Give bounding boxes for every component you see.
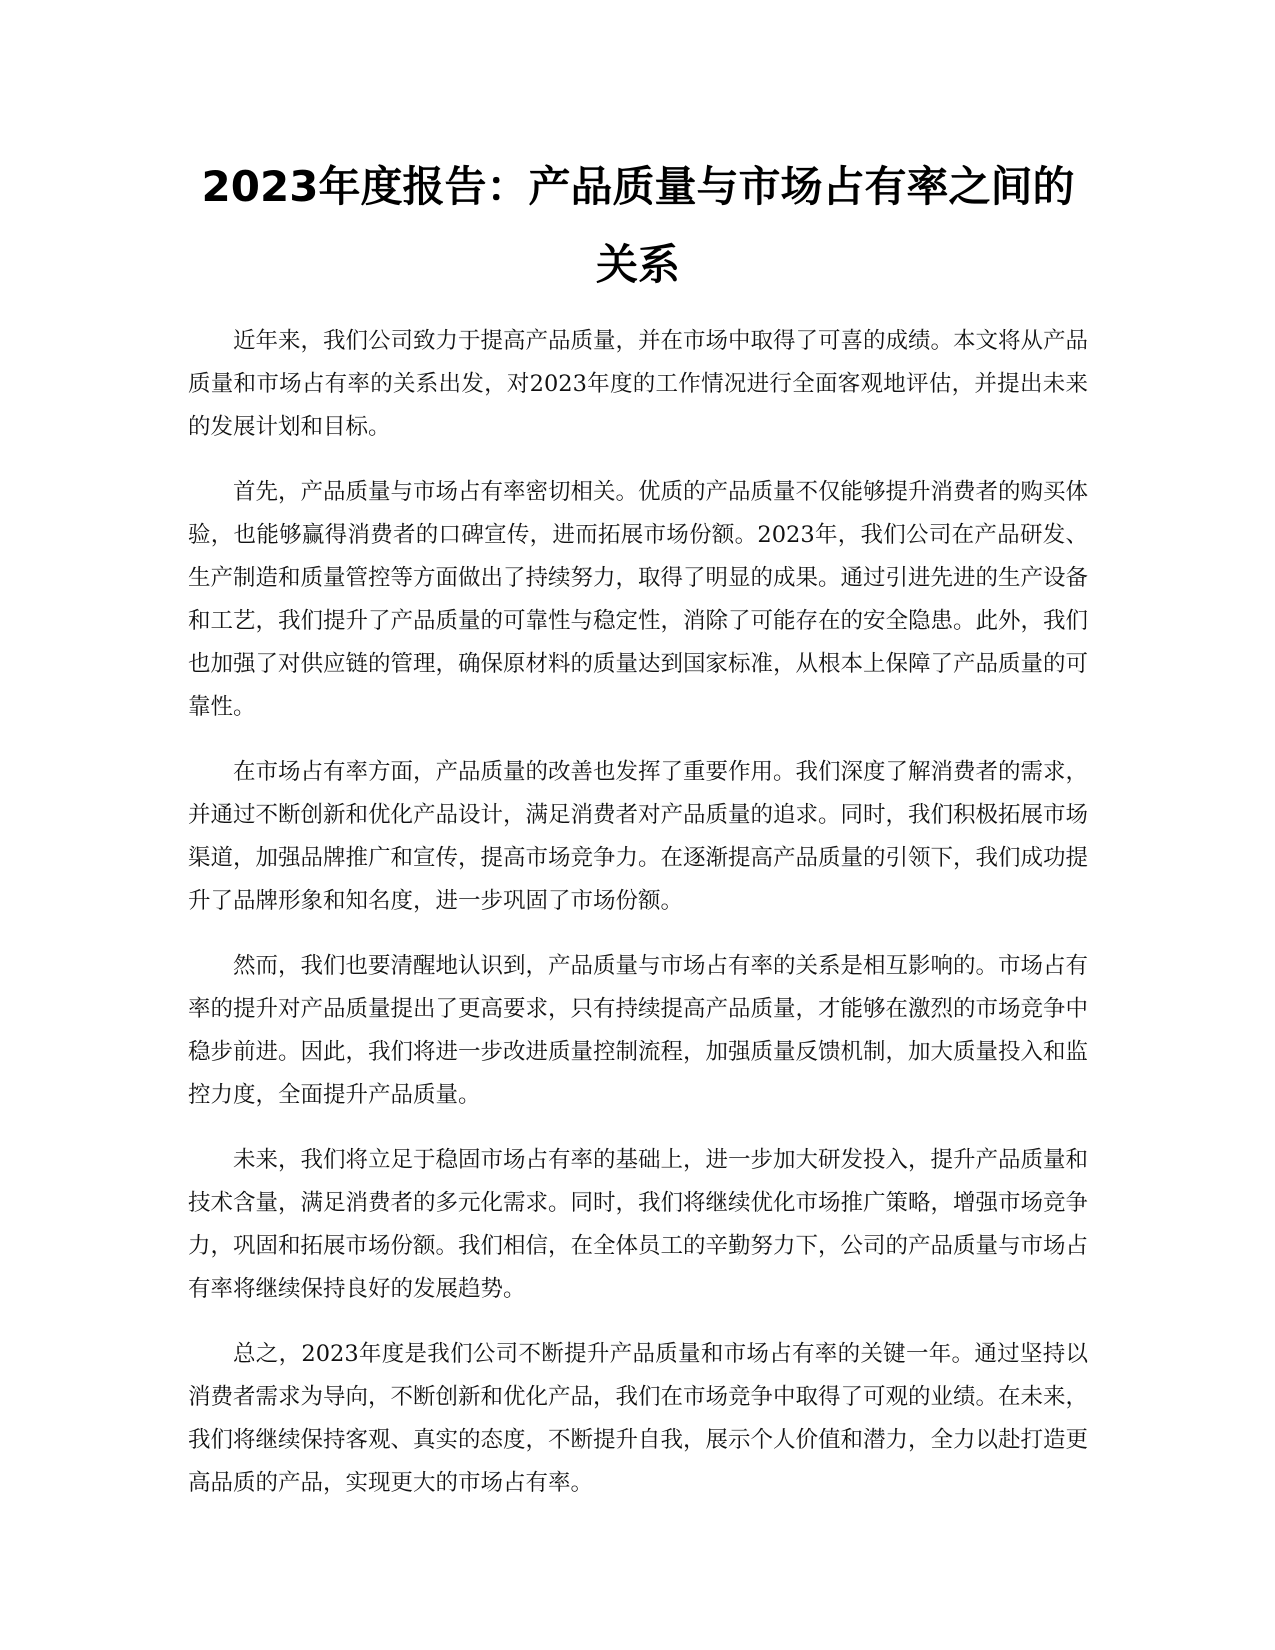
paragraph-conclusion: 总之，2023年度是我们公司不断提升产品质量和市场占有率的关键一年。通过坚持以消费者需求为导向，不断创新和优化产品，我们在市场竞争中取得了可观的业绩。在未来，我们将继续保持客观、真实的态度，不断提升自我，展示个人价值和潜力，全力以赴打造更高品质的产品，实现更大的市场占有率。 xyxy=(188,1341,1089,1496)
paragraph-mutual-influence: 然而，我们也要清醒地认识到，产品质量与市场占有率的关系是相互影响的。市场占有率的提升对产品质量提出了更高要求，只有持续提高产品质量，才能够在激烈的市场竞争中稳步前进。因此，我们将进一步改进质量控制流程，加强质量反馈机制，加大质量投入和监控力度，全面提升产品质量。 xyxy=(188,953,1089,1108)
paragraph-quality: 首先，产品质量与市场占有率密切相关。优质的产品质量不仅能够提升消费者的购买体验，也能够赢得消费者的口碑宣传，进而拓展市场份额。2023年，我们公司在产品研发、生产制造和质量管控等方面做出了持续努力，取得了明显的成果。通过引进先进的生产设备和工艺，我们提升了产品质量的可靠性与稳定性，消除了可能存在的安全隐患。此外，我们也加强了对供应链的管理，确保原材料的质量达到国家标准，从根本上保障了产品质量的可靠性。 xyxy=(188,479,1089,720)
paragraph-market-share: 在市场占有率方面，产品质量的改善也发挥了重要作用。我们深度了解消费者的需求，并通过不断创新和优化产品设计，满足消费者对产品质量的追求。同时，我们积极拓展市场渠道，加强品牌推广和宣传，提高市场竞争力。在逐渐提高产品质量的引领下，我们成功提升了品牌形象和知名度，进一步巩固了市场份额。 xyxy=(188,759,1089,914)
document-body xyxy=(188,148,1088,1527)
paragraph-intro: 近年来，我们公司致力于提高产品质量，并在市场中取得了可喜的成绩。本文将从产品质量和市场占有率的关系出发，对2023年度的工作情况进行全面客观地评估，并提出未来的发展计划和目标。 xyxy=(188,328,1089,440)
paragraph-future: 未来，我们将立足于稳固市场占有率的基础上，进一步加大研发投入，提升产品质量和技术含量，满足消费者的多元化需求。同时，我们将继续优化市场推广策略，增强市场竞争力，巩固和拓展市场份额。我们相信，在全体员工的辛勤努力下，公司的产品质量与市场占有率将继续保持良好的发展趋势。 xyxy=(188,1147,1089,1302)
document-title: 2023年度报告：产品质量与市场占有率之间的关系 xyxy=(201,162,1075,289)
